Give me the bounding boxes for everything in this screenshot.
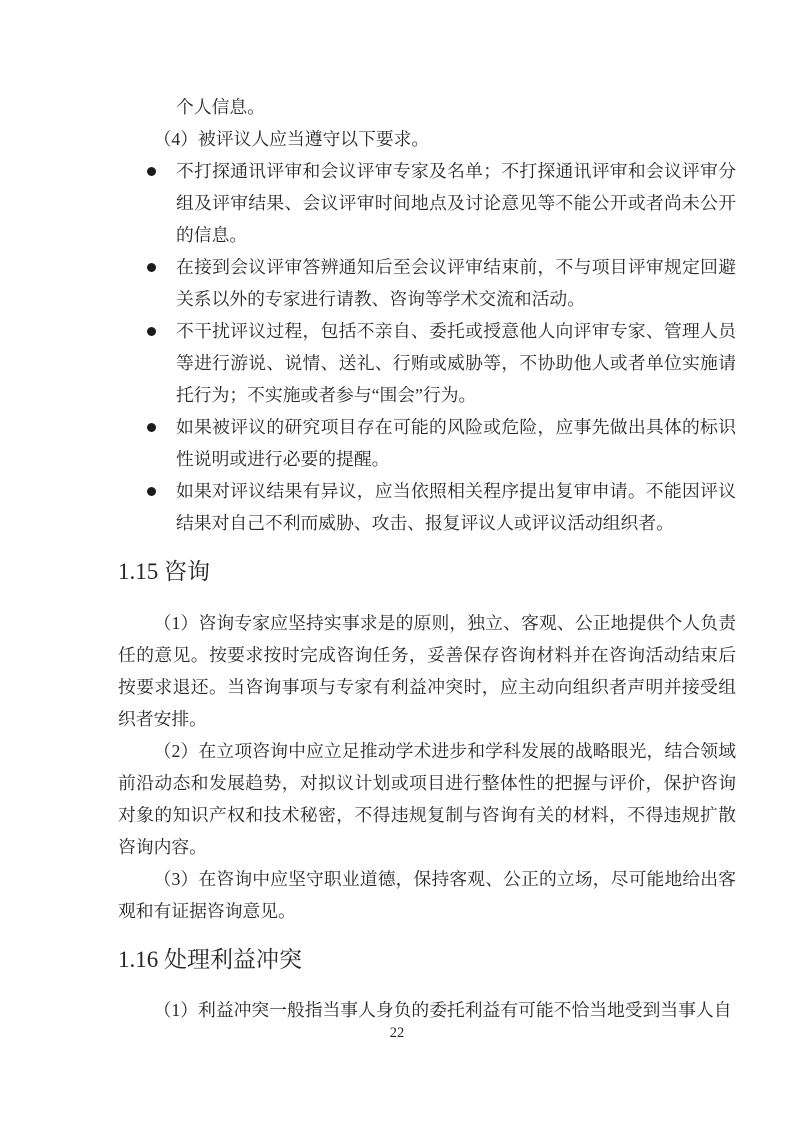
page-number: 22 (389, 1025, 405, 1041)
bullet-text: 不打探通讯评审和会议评审专家及名单；不打探通讯评审和会议评审分组及评审结果、会议评审时间地点及讨论意见等不能公开或者尚未公开的信息。 (176, 161, 736, 245)
bullet-icon (147, 263, 156, 272)
section-heading-1-16: 1.16 处理利益冲突 (118, 947, 302, 972)
page-content (118, 91, 736, 1026)
section-1-15-paragraph: （2）在立项咨询中应立足推动学术进步和学科发展的战略眼光，结合领域前沿动态和发展趋势，对拟议计划或项目进行整体性的把握与评价，保护咨询对象的知识产权和技术秘密，不得违规复制与咨询有关的材料，不得违规扩散咨询内容。 (118, 741, 736, 857)
bullet-icon (147, 423, 156, 432)
bullet-item (118, 411, 736, 475)
bullet-text: 不干扰评议过程，包括不亲自、委托或授意他人向评审专家、管理人员等进行游说、说情、送礼、行贿或威胁等，不协助他人或者单位实施请托行为；不实施或者参与“围会”行为。 (176, 321, 736, 405)
bullet-item (118, 155, 736, 251)
bullet-item (118, 251, 736, 315)
section-1-15-paragraph: （1）咨询专家应坚持实事求是的原则，独立、客观、公正地提供个人负责任的意见。按要求按时完成咨询任务，妥善保存咨询材料并在咨询活动结束后按要求退还。当咨询事项与专家有利益冲突时，应主动向组织者声明并接受组织者安排。 (118, 613, 736, 729)
bullet-item (118, 315, 736, 411)
section-1-16-paragraph: （1）利益冲突一般指当事人身负的委托利益有可能不恰当地受到当事人自 (153, 1000, 732, 1020)
bullet-icon (147, 487, 156, 496)
paragraph-item-4: （4）被评议人应当遵守以下要求。 (153, 129, 430, 149)
section-heading-1-15: 1.15 咨询 (118, 559, 210, 584)
bullet-text: 如果对评议结果有异议，应当依照相关程序提出复审申请。不能因评议结果对自己不利而威胁、攻击、报复评议人或评议活动组织者。 (176, 481, 736, 533)
bullet-text: 在接到会议评审答辨通知后至会议评审结束前，不与项目评审规定回避关系以外的专家进行请教、咨询等学术交流和活动。 (176, 257, 736, 309)
bullet-item (118, 475, 736, 539)
section-1-15-paragraph: （3）在咨询中应坚守职业道德，保持客观、公正的立场，尽可能地给出客观和有证据咨询意见。 (118, 869, 736, 921)
bullet-text: 如果被评议的研究项目存在可能的风险或危险，应事先做出具体的标识性说明或进行必要的提醒。 (176, 417, 736, 469)
bullet-icon (147, 327, 156, 336)
bullet-icon (147, 167, 156, 176)
continuation-line: 个人信息。 (176, 97, 265, 117)
